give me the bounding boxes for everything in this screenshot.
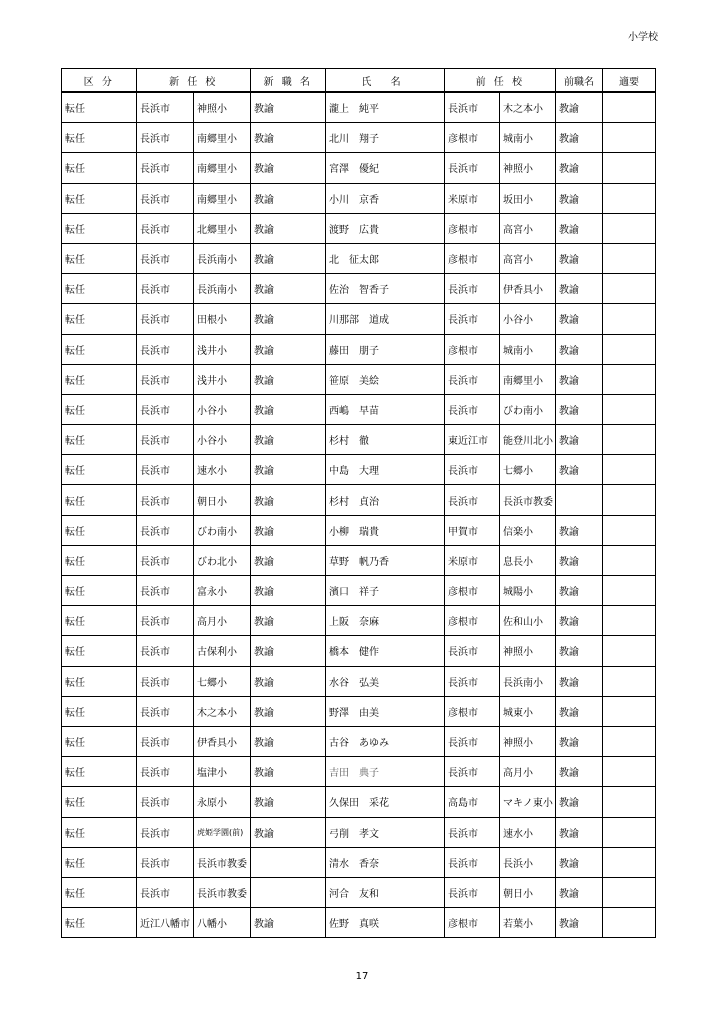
prev-city-cell: 甲賀市 (445, 515, 500, 545)
new-city-cell: 長浜市 (137, 394, 194, 424)
new-city-cell: 長浜市 (137, 153, 194, 183)
table-row (62, 364, 656, 394)
new-school-cell: 朝日小 (194, 485, 251, 515)
name-cell: 佐治 智香子 (326, 274, 445, 304)
category-cell: 転任 (62, 817, 137, 847)
name-cell: 吉田 典子 (326, 757, 445, 787)
remarks-cell (603, 877, 656, 907)
name-cell: 中島 大理 (326, 455, 445, 485)
prev-city-cell: 彦根市 (445, 908, 500, 938)
remarks-cell (603, 92, 656, 123)
prev-position-cell: 教諭 (556, 576, 603, 606)
new-position-cell: 教諭 (251, 364, 326, 394)
new-position-cell: 教諭 (251, 455, 326, 485)
category-cell: 転任 (62, 92, 137, 123)
new-city-cell: 長浜市 (137, 696, 194, 726)
category-cell: 転任 (62, 515, 137, 545)
new-school-cell: 伊香具小 (194, 726, 251, 756)
new-position-cell (251, 847, 326, 877)
table-row (62, 726, 656, 756)
prev-position-cell: 教諭 (556, 787, 603, 817)
prev-school-cell: 城南小 (500, 123, 556, 153)
name-cell: 北川 翔子 (326, 123, 445, 153)
prev-city-cell: 長浜市 (445, 274, 500, 304)
prev-city-cell: 彦根市 (445, 243, 500, 273)
table-row (62, 666, 656, 696)
prev-position-cell: 教諭 (556, 274, 603, 304)
name-cell: 渡野 広貴 (326, 213, 445, 243)
prev-position-cell: 教諭 (556, 153, 603, 183)
header-remarks: 適要 (603, 69, 656, 93)
category-cell: 転任 (62, 243, 137, 273)
new-school-cell: 虎姫学園(前) (194, 817, 251, 847)
new-school-cell: 南郷里小 (194, 183, 251, 213)
category-cell: 転任 (62, 213, 137, 243)
new-position-cell: 教諭 (251, 576, 326, 606)
new-city-cell: 長浜市 (137, 364, 194, 394)
new-city-cell: 長浜市 (137, 757, 194, 787)
new-school-cell: 小谷小 (194, 425, 251, 455)
new-school-cell: 高月小 (194, 606, 251, 636)
new-city-cell: 長浜市 (137, 877, 194, 907)
new-school-cell: 古保利小 (194, 636, 251, 666)
new-school-cell: 小谷小 (194, 394, 251, 424)
new-city-cell: 長浜市 (137, 213, 194, 243)
table-row (62, 908, 656, 938)
category-cell: 転任 (62, 455, 137, 485)
table-row (62, 877, 656, 907)
new-city-cell: 長浜市 (137, 92, 194, 123)
new-city-cell: 長浜市 (137, 304, 194, 334)
prev-school-cell: 速水小 (500, 817, 556, 847)
table-row (62, 274, 656, 304)
table-row (62, 213, 656, 243)
remarks-cell (603, 787, 656, 817)
new-position-cell: 教諭 (251, 153, 326, 183)
table-row (62, 515, 656, 545)
table-row (62, 485, 656, 515)
prev-school-cell: 神照小 (500, 726, 556, 756)
name-cell: 古谷 あゆみ (326, 726, 445, 756)
remarks-cell (603, 666, 656, 696)
prev-position-cell: 教諭 (556, 243, 603, 273)
prev-position-cell: 教諭 (556, 515, 603, 545)
prev-position-cell: 教諭 (556, 696, 603, 726)
category-cell: 転任 (62, 425, 137, 455)
new-position-cell: 教諭 (251, 726, 326, 756)
remarks-cell (603, 576, 656, 606)
prev-school-cell: 木之本小 (500, 92, 556, 123)
remarks-cell (603, 545, 656, 575)
new-position-cell: 教諭 (251, 515, 326, 545)
table-row (62, 183, 656, 213)
name-cell: 北 征太郎 (326, 243, 445, 273)
category-cell: 転任 (62, 877, 137, 907)
new-school-cell: 七郷小 (194, 666, 251, 696)
prev-city-cell: 彦根市 (445, 606, 500, 636)
prev-school-cell: 長浜南小 (500, 666, 556, 696)
new-city-cell: 長浜市 (137, 425, 194, 455)
name-cell: 久保田 采花 (326, 787, 445, 817)
prev-position-cell: 教諭 (556, 726, 603, 756)
table-row (62, 817, 656, 847)
table-row (62, 606, 656, 636)
new-school-cell: 木之本小 (194, 696, 251, 726)
prev-school-cell: 長浜小 (500, 847, 556, 877)
new-city-cell: 長浜市 (137, 606, 194, 636)
category-cell: 転任 (62, 787, 137, 817)
category-cell: 転任 (62, 394, 137, 424)
category-cell: 転任 (62, 364, 137, 394)
remarks-cell (603, 847, 656, 877)
new-city-cell: 長浜市 (137, 485, 194, 515)
category-cell: 転任 (62, 847, 137, 877)
new-position-cell: 教諭 (251, 274, 326, 304)
new-city-cell: 長浜市 (137, 334, 194, 364)
category-cell: 転任 (62, 274, 137, 304)
new-city-cell: 長浜市 (137, 243, 194, 273)
table-row (62, 757, 656, 787)
name-cell: 杉村 徹 (326, 425, 445, 455)
prev-position-cell: 教諭 (556, 606, 603, 636)
prev-school-cell: 高宮小 (500, 243, 556, 273)
name-cell: 橋本 健作 (326, 636, 445, 666)
header-new-position: 新 職 名 (251, 69, 326, 93)
prev-school-cell: 信楽小 (500, 515, 556, 545)
name-cell: 弓削 孝文 (326, 817, 445, 847)
remarks-cell (603, 606, 656, 636)
new-city-cell: 長浜市 (137, 183, 194, 213)
new-position-cell: 教諭 (251, 334, 326, 364)
prev-school-cell: びわ南小 (500, 394, 556, 424)
remarks-cell (603, 183, 656, 213)
name-cell: 野澤 由美 (326, 696, 445, 726)
category-cell: 転任 (62, 908, 137, 938)
remarks-cell (603, 455, 656, 485)
new-city-cell: 長浜市 (137, 787, 194, 817)
prev-school-cell: 小谷小 (500, 304, 556, 334)
category-cell: 転任 (62, 123, 137, 153)
new-school-cell: 南郷里小 (194, 153, 251, 183)
prev-city-cell: 彦根市 (445, 334, 500, 364)
remarks-cell (603, 213, 656, 243)
prev-school-cell: 若葉小 (500, 908, 556, 938)
new-position-cell: 教諭 (251, 636, 326, 666)
remarks-cell (603, 304, 656, 334)
category-cell: 転任 (62, 183, 137, 213)
table-row (62, 455, 656, 485)
name-cell: 草野 帆乃香 (326, 545, 445, 575)
remarks-cell (603, 908, 656, 938)
new-city-cell: 長浜市 (137, 274, 194, 304)
category-cell: 転任 (62, 666, 137, 696)
table-row (62, 425, 656, 455)
prev-city-cell: 長浜市 (445, 455, 500, 485)
new-position-cell: 教諭 (251, 183, 326, 213)
category-cell: 転任 (62, 485, 137, 515)
name-cell: 佐野 真咲 (326, 908, 445, 938)
remarks-cell (603, 696, 656, 726)
header-category: 区 分 (62, 69, 137, 93)
remarks-cell (603, 394, 656, 424)
new-school-cell: 長浜南小 (194, 243, 251, 273)
name-cell: 宮澤 優紀 (326, 153, 445, 183)
new-school-cell: 神照小 (194, 92, 251, 123)
remarks-cell (603, 636, 656, 666)
name-cell: 小柳 瑞貴 (326, 515, 445, 545)
table-row (62, 304, 656, 334)
prev-school-cell: 神照小 (500, 153, 556, 183)
prev-city-cell: 長浜市 (445, 877, 500, 907)
new-position-cell: 教諭 (251, 92, 326, 123)
new-position-cell: 教諭 (251, 304, 326, 334)
prev-position-cell: 教諭 (556, 123, 603, 153)
table-row (62, 334, 656, 364)
prev-city-cell: 長浜市 (445, 153, 500, 183)
remarks-cell (603, 515, 656, 545)
remarks-cell (603, 274, 656, 304)
category-cell: 転任 (62, 334, 137, 364)
name-cell: 濱口 祥子 (326, 576, 445, 606)
prev-position-cell: 教諭 (556, 545, 603, 575)
new-school-cell: 富永小 (194, 576, 251, 606)
new-school-cell: 長浜市教委 (194, 877, 251, 907)
prev-city-cell: 長浜市 (445, 847, 500, 877)
new-position-cell (251, 877, 326, 907)
prev-city-cell: 長浜市 (445, 666, 500, 696)
prev-city-cell: 長浜市 (445, 304, 500, 334)
personnel-table (61, 68, 656, 938)
prev-school-cell: 長浜市教委 (500, 485, 556, 515)
name-cell: 上阪 奈麻 (326, 606, 445, 636)
new-school-cell: 長浜市教委 (194, 847, 251, 877)
table-body (62, 92, 656, 938)
page-number: 17 (355, 971, 369, 982)
category-cell: 転任 (62, 757, 137, 787)
new-school-cell: 長浜南小 (194, 274, 251, 304)
table-row (62, 123, 656, 153)
prev-position-cell: 教諭 (556, 425, 603, 455)
prev-city-cell: 彦根市 (445, 696, 500, 726)
new-position-cell: 教諭 (251, 425, 326, 455)
category-cell: 転任 (62, 726, 137, 756)
new-position-cell: 教諭 (251, 123, 326, 153)
remarks-cell (603, 364, 656, 394)
new-city-cell: 長浜市 (137, 726, 194, 756)
remarks-cell (603, 123, 656, 153)
prev-school-cell: 神照小 (500, 636, 556, 666)
prev-position-cell: 教諭 (556, 455, 603, 485)
prev-position-cell: 教諭 (556, 304, 603, 334)
new-city-cell: 長浜市 (137, 545, 194, 575)
new-city-cell: 長浜市 (137, 576, 194, 606)
prev-city-cell: 長浜市 (445, 726, 500, 756)
prev-city-cell: 高島市 (445, 787, 500, 817)
header-new-school: 新 任 校 (137, 69, 251, 93)
name-cell: 小川 京香 (326, 183, 445, 213)
name-cell: 瀧上 純平 (326, 92, 445, 123)
new-city-cell: 近江八幡市 (137, 908, 194, 938)
new-city-cell: 長浜市 (137, 515, 194, 545)
prev-position-cell: 教諭 (556, 877, 603, 907)
new-position-cell: 教諭 (251, 213, 326, 243)
prev-school-cell: 佐和山小 (500, 606, 556, 636)
prev-school-cell: 坂田小 (500, 183, 556, 213)
prev-position-cell: 教諭 (556, 636, 603, 666)
new-school-cell: 浅井小 (194, 364, 251, 394)
name-cell: 清水 香奈 (326, 847, 445, 877)
remarks-cell (603, 485, 656, 515)
prev-school-cell: 城南小 (500, 334, 556, 364)
table-header-row (62, 69, 656, 93)
prev-position-cell: 教諭 (556, 666, 603, 696)
remarks-cell (603, 817, 656, 847)
new-position-cell: 教諭 (251, 394, 326, 424)
new-position-cell: 教諭 (251, 666, 326, 696)
name-cell: 笹原 美絵 (326, 364, 445, 394)
table-row (62, 576, 656, 606)
table-row (62, 394, 656, 424)
table-row (62, 92, 656, 123)
prev-city-cell: 長浜市 (445, 364, 500, 394)
new-position-cell: 教諭 (251, 606, 326, 636)
new-position-cell: 教諭 (251, 757, 326, 787)
prev-city-cell: 東近江市 (445, 425, 500, 455)
prev-school-cell: 朝日小 (500, 877, 556, 907)
category-cell: 転任 (62, 696, 137, 726)
category-cell: 転任 (62, 576, 137, 606)
name-cell: 藤田 朋子 (326, 334, 445, 364)
new-city-cell: 長浜市 (137, 847, 194, 877)
new-school-cell: 田根小 (194, 304, 251, 334)
remarks-cell (603, 425, 656, 455)
new-school-cell: 北郷里小 (194, 213, 251, 243)
prev-position-cell: 教諭 (556, 847, 603, 877)
prev-position-cell: 教諭 (556, 213, 603, 243)
header-name: 氏 名 (326, 69, 445, 93)
table-row (62, 636, 656, 666)
new-city-cell: 長浜市 (137, 455, 194, 485)
new-school-cell: 浅井小 (194, 334, 251, 364)
header-prev-position: 前職名 (556, 69, 603, 93)
table-row (62, 545, 656, 575)
table-row (62, 696, 656, 726)
name-cell: 河合 友和 (326, 877, 445, 907)
prev-city-cell: 長浜市 (445, 92, 500, 123)
category-cell: 転任 (62, 153, 137, 183)
new-position-cell: 教諭 (251, 908, 326, 938)
prev-school-cell: 南郷里小 (500, 364, 556, 394)
new-school-cell: 永原小 (194, 787, 251, 817)
new-school-cell: びわ南小 (194, 515, 251, 545)
prev-city-cell: 長浜市 (445, 394, 500, 424)
table-row (62, 153, 656, 183)
category-cell: 転任 (62, 304, 137, 334)
category-cell: 転任 (62, 606, 137, 636)
prev-city-cell: 長浜市 (445, 636, 500, 666)
new-city-cell: 長浜市 (137, 636, 194, 666)
new-position-cell: 教諭 (251, 787, 326, 817)
name-cell: 西嶋 早苗 (326, 394, 445, 424)
new-position-cell: 教諭 (251, 817, 326, 847)
prev-city-cell: 長浜市 (445, 757, 500, 787)
table-row (62, 787, 656, 817)
name-cell: 川那部 道成 (326, 304, 445, 334)
prev-school-cell: 息長小 (500, 545, 556, 575)
new-city-cell: 長浜市 (137, 666, 194, 696)
new-school-cell: 塩津小 (194, 757, 251, 787)
prev-position-cell: 教諭 (556, 92, 603, 123)
prev-city-cell: 米原市 (445, 183, 500, 213)
prev-school-cell: 城陽小 (500, 576, 556, 606)
prev-position-cell (556, 485, 603, 515)
new-position-cell: 教諭 (251, 545, 326, 575)
new-school-cell: 速水小 (194, 455, 251, 485)
prev-city-cell: 彦根市 (445, 213, 500, 243)
prev-city-cell: 長浜市 (445, 485, 500, 515)
new-city-cell: 長浜市 (137, 817, 194, 847)
prev-city-cell: 米原市 (445, 545, 500, 575)
table-row (62, 847, 656, 877)
name-cell: 杉村 貞治 (326, 485, 445, 515)
remarks-cell (603, 243, 656, 273)
prev-school-cell: 七郷小 (500, 455, 556, 485)
prev-position-cell: 教諭 (556, 334, 603, 364)
new-school-cell: 八幡小 (194, 908, 251, 938)
prev-position-cell: 教諭 (556, 757, 603, 787)
prev-city-cell: 彦根市 (445, 576, 500, 606)
prev-school-cell: 城東小 (500, 696, 556, 726)
new-position-cell: 教諭 (251, 243, 326, 273)
category-cell: 転任 (62, 545, 137, 575)
prev-school-cell: マキノ東小 (500, 787, 556, 817)
new-school-cell: 南郷里小 (194, 123, 251, 153)
prev-position-cell: 教諭 (556, 364, 603, 394)
prev-city-cell: 長浜市 (445, 817, 500, 847)
prev-position-cell: 教諭 (556, 394, 603, 424)
prev-position-cell: 教諭 (556, 817, 603, 847)
school-type-label: 小学校 (628, 32, 658, 43)
remarks-cell (603, 153, 656, 183)
remarks-cell (603, 757, 656, 787)
new-school-cell: びわ北小 (194, 545, 251, 575)
prev-position-cell: 教諭 (556, 908, 603, 938)
new-position-cell: 教諭 (251, 485, 326, 515)
prev-city-cell: 彦根市 (445, 123, 500, 153)
remarks-cell (603, 334, 656, 364)
prev-school-cell: 能登川北小 (500, 425, 556, 455)
prev-school-cell: 伊香具小 (500, 274, 556, 304)
table-row (62, 243, 656, 273)
remarks-cell (603, 726, 656, 756)
category-cell: 転任 (62, 636, 137, 666)
header-prev-school: 前 任 校 (445, 69, 556, 93)
prev-school-cell: 高月小 (500, 757, 556, 787)
new-city-cell: 長浜市 (137, 123, 194, 153)
prev-position-cell: 教諭 (556, 183, 603, 213)
name-cell: 水谷 弘美 (326, 666, 445, 696)
new-position-cell: 教諭 (251, 696, 326, 726)
prev-school-cell: 高宮小 (500, 213, 556, 243)
